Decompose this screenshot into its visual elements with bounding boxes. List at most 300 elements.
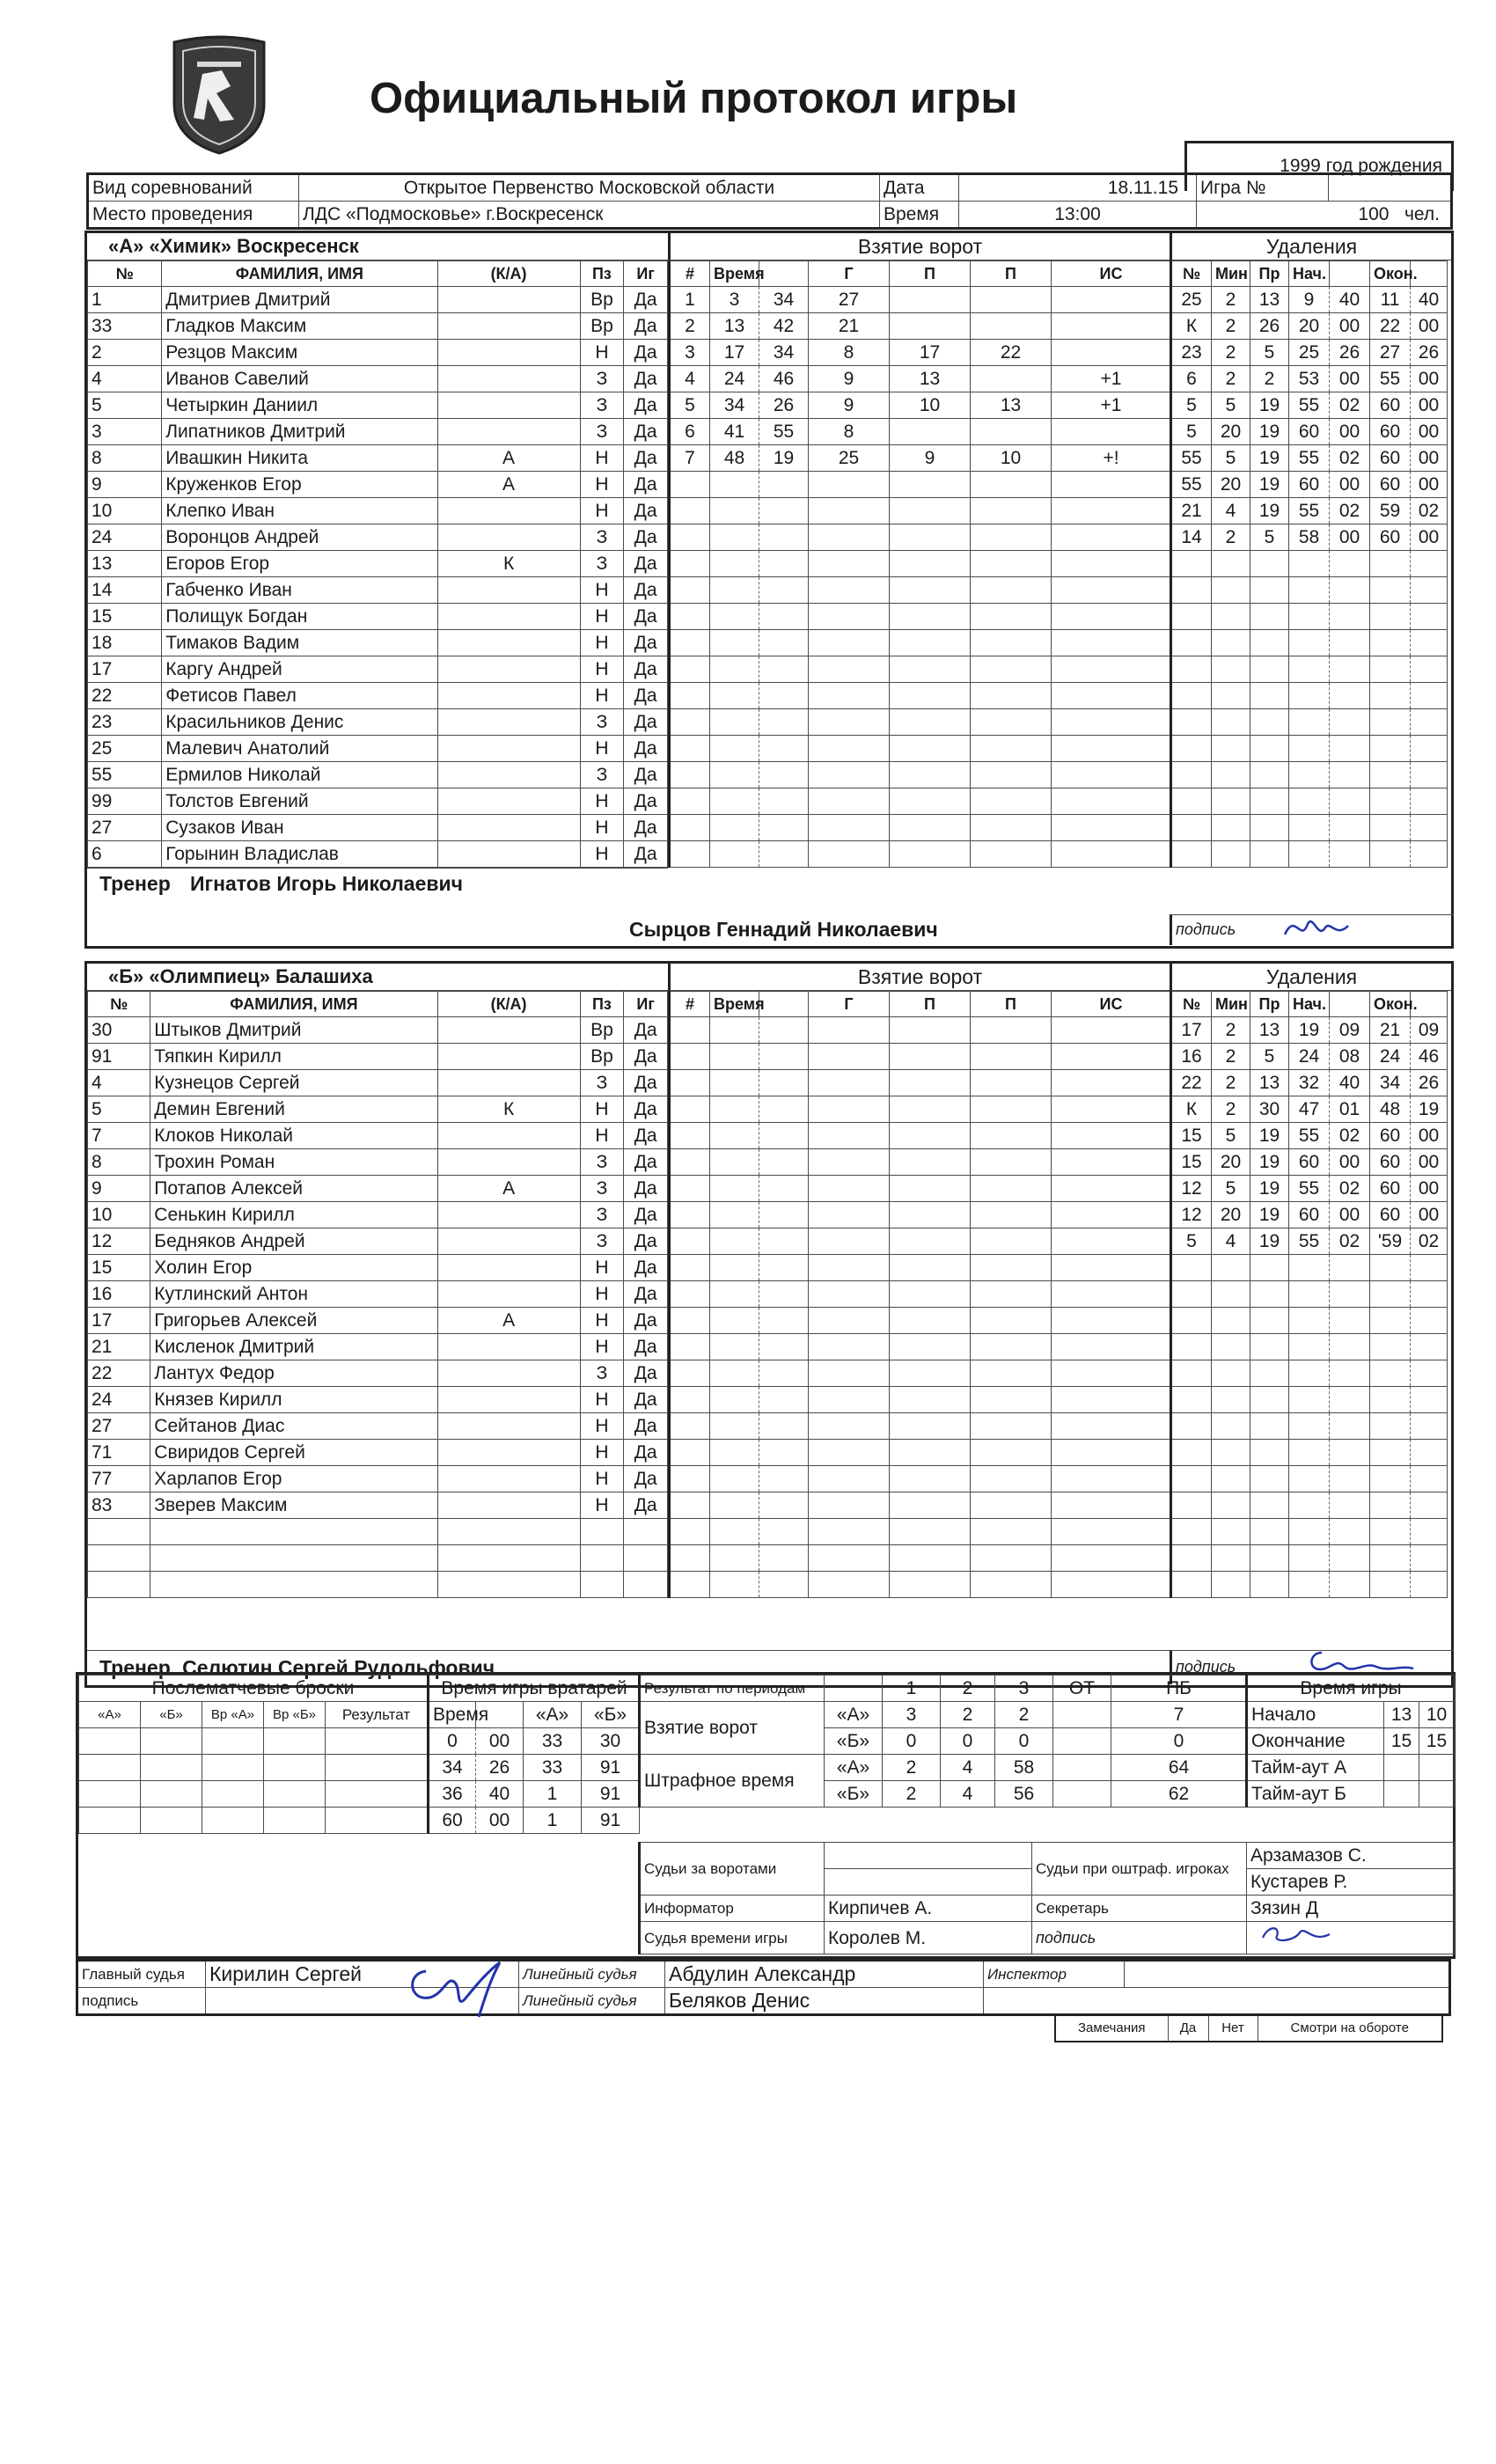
team-b-penalty-cell xyxy=(1289,1413,1330,1440)
team-a-goal-cell xyxy=(759,577,809,604)
team-a-penalty-cell xyxy=(1212,551,1250,577)
team-a-penalty-cell: 60 xyxy=(1370,524,1411,551)
secretary-label: Секретарь xyxy=(1032,1896,1247,1922)
team-b-player-row xyxy=(88,1440,668,1466)
team-b-goal-cell xyxy=(670,1413,710,1440)
team-b-goal-cell xyxy=(809,1044,890,1070)
team-b-penalty-cell xyxy=(1330,1281,1370,1308)
team-a-goal-row xyxy=(670,762,1171,788)
timekeeper-label: Судья времени игры xyxy=(640,1922,825,1954)
team-a-player-captain xyxy=(437,709,580,736)
team-a-penalty-row xyxy=(1171,630,1448,656)
team-b-player-number: 21 xyxy=(88,1334,150,1360)
team-b-penalty-cell xyxy=(1411,1255,1448,1281)
team-b-player-name: Кисленок Дмитрий xyxy=(150,1334,437,1360)
team-a-goal-cell xyxy=(1052,762,1171,788)
team-b-penalty-cell xyxy=(1171,1519,1212,1545)
pen-b-total: 62 xyxy=(1111,1781,1247,1808)
team-a-player-position: Н xyxy=(580,340,624,366)
team-a-penalty-cell: 9 xyxy=(1289,287,1330,313)
team-b-player-row xyxy=(88,1308,668,1334)
team-a-goal-cell xyxy=(670,656,710,683)
team-a-penalty-cell: 00 xyxy=(1411,419,1448,445)
team-b-goal-cell xyxy=(670,1308,710,1334)
team-a-goal-cell xyxy=(971,472,1052,498)
team-b-goal-cell xyxy=(890,1228,971,1255)
goalie-time-cell: 26 xyxy=(476,1755,524,1781)
team-b-goal-cell xyxy=(971,1308,1052,1334)
team-b-goal-cell xyxy=(971,1492,1052,1519)
team-a-penalty-cell: 19 xyxy=(1250,419,1289,445)
team-b-player-row xyxy=(88,1387,668,1413)
team-a-player-number: 14 xyxy=(88,577,162,604)
team-a-player-row xyxy=(88,419,668,445)
team-a-penalty-cell xyxy=(1411,604,1448,630)
team-a-goal-row xyxy=(670,788,1171,815)
team-a-penalty-cell xyxy=(1330,604,1370,630)
team-b-penalty-cell: 00 xyxy=(1330,1149,1370,1176)
team-b-player-position: Н xyxy=(580,1492,624,1519)
time-label: Время xyxy=(880,202,959,229)
team-b-player-number: 8 xyxy=(88,1149,150,1176)
team-b-player-played: Да xyxy=(624,1308,668,1334)
team-a-goals-header-0: # xyxy=(670,261,710,287)
pen-b-p3: 56 xyxy=(995,1781,1053,1808)
pen-a-ot xyxy=(1053,1755,1111,1781)
team-a-player-played: Да xyxy=(624,472,668,498)
team-b-penalty-cell: 5 xyxy=(1212,1123,1250,1149)
team-b-penalty-cell: 55 xyxy=(1289,1176,1330,1202)
team-a-penalty-cell xyxy=(1250,762,1289,788)
team-b-goal-row xyxy=(670,1545,1171,1572)
goals-row-label: Взятие ворот xyxy=(640,1702,825,1755)
venue-label: Место проведения xyxy=(88,202,299,229)
team-b-penalty-cell: 19 xyxy=(1250,1176,1289,1202)
team-b-player-name: Бедняков Андрей xyxy=(150,1228,437,1255)
team-b-goal-cell xyxy=(971,1096,1052,1123)
team-b-player-row xyxy=(88,1360,668,1387)
team-a-goal-cell xyxy=(971,736,1052,762)
team-a-player-number: 99 xyxy=(88,788,162,815)
team-b-goal-row xyxy=(670,1228,1171,1255)
team-b-penalty-cell: 55 xyxy=(1289,1228,1330,1255)
team-a-goal-cell xyxy=(1052,656,1171,683)
year-label: 1999 год рождения xyxy=(1280,156,1442,176)
team-a-goal-cell xyxy=(1052,524,1171,551)
team-b-goal-cell xyxy=(890,1070,971,1096)
team-b-penalty-row xyxy=(1171,1572,1448,1598)
periods-col-1: 2 xyxy=(941,1676,995,1702)
team-a-player-played: Да xyxy=(624,419,668,445)
team-a-goal-row xyxy=(670,392,1171,419)
time-value: 13:00 xyxy=(959,202,1197,229)
team-b-penalty-cell xyxy=(1289,1387,1330,1413)
team-b-goal-cell xyxy=(1052,1149,1171,1176)
team-b-pen-title: Удаления xyxy=(1170,964,1451,991)
team-b-player-position: Н xyxy=(580,1281,624,1308)
team-a-penalty-cell: 60 xyxy=(1370,419,1411,445)
team-b-penalty-cell: 60 xyxy=(1370,1202,1411,1228)
team-a-player-row xyxy=(88,445,668,472)
team-a-penalty-row xyxy=(1171,419,1448,445)
team-b-penalty-row xyxy=(1171,1334,1448,1360)
team-a-penalty-cell xyxy=(1289,683,1330,709)
team-b-player-name: Штыков Дмитрий xyxy=(150,1017,437,1044)
team-b-goal-row xyxy=(670,1096,1171,1123)
team-a-coach-label: Тренер xyxy=(99,872,171,895)
team-a-goal-cell xyxy=(809,788,890,815)
goalie-time-cell: 40 xyxy=(476,1781,524,1808)
team-a-goal-cell: 17 xyxy=(710,340,759,366)
team-a-player-number: 15 xyxy=(88,604,162,630)
team-a-player-position: Вр xyxy=(580,287,624,313)
team-b-player-position: Н xyxy=(580,1387,624,1413)
team-a-penalty-cell xyxy=(1250,551,1289,577)
team-b-player-row xyxy=(88,1123,668,1149)
team-b-player-number: 4 xyxy=(88,1070,150,1096)
team-b-goal-cell xyxy=(1052,1334,1171,1360)
team-b-player-captain xyxy=(437,1070,580,1096)
team-b-goal-row xyxy=(670,1176,1171,1202)
timeout-b-label: Тайм-аут Б xyxy=(1247,1781,1384,1808)
team-b-player-row xyxy=(88,1492,668,1519)
goalie-time-cell: 34 xyxy=(429,1755,476,1781)
team-a-penalty-cell xyxy=(1212,604,1250,630)
team-a-penalty-cell: 19 xyxy=(1250,498,1289,524)
team-b-player-number: 22 xyxy=(88,1360,150,1387)
team-a-penalty-cell: 13 xyxy=(1250,287,1289,313)
team-a-player-played: Да xyxy=(624,788,668,815)
goalie-header-2: «А» xyxy=(524,1702,582,1728)
team-b-penalty-cell: 15 xyxy=(1171,1149,1212,1176)
team-b-pen-header-3: Нач. xyxy=(1289,992,1330,1017)
team-a-penalty-row xyxy=(1171,287,1448,313)
team-b-penalty-cell xyxy=(1330,1308,1370,1334)
team-b-penalty-row xyxy=(1171,1255,1448,1281)
team-b-penalty-cell xyxy=(1370,1572,1411,1598)
team-b-goal-cell xyxy=(809,1123,890,1149)
team-a-pen-header-3: Нач. xyxy=(1289,261,1330,287)
team-b-penalty-cell: 09 xyxy=(1411,1017,1448,1044)
team-a-goal-cell xyxy=(971,683,1052,709)
team-b-goal-cell xyxy=(971,1572,1052,1598)
team-a-roster-table xyxy=(87,260,668,868)
team-b-goal-cell xyxy=(971,1334,1052,1360)
meta-table xyxy=(86,172,1453,230)
team-b-goal-cell xyxy=(1052,1096,1171,1123)
team-b-penalty-cell: 55 xyxy=(1289,1123,1330,1149)
periods-pen-b-label: «Б» xyxy=(825,1781,883,1808)
team-a-player-row xyxy=(88,472,668,498)
team-a-goal-cell xyxy=(1052,472,1171,498)
team-a-goal-cell: 34 xyxy=(710,392,759,419)
team-b-goal-cell xyxy=(1052,1466,1171,1492)
team-b-goals-table xyxy=(668,991,1171,1598)
team-a-penalty-cell xyxy=(1212,736,1250,762)
team-b-goal-cell xyxy=(890,1255,971,1281)
penalty-judge-2: Кустарев Р. xyxy=(1247,1869,1455,1896)
team-a-goal-row xyxy=(670,287,1171,313)
team-a-player-row xyxy=(88,841,668,868)
team-a-penalty-row xyxy=(1171,313,1448,340)
team-b-penalty-row xyxy=(1171,1096,1448,1123)
team-a-player-row xyxy=(88,498,668,524)
team-b-player-played: Да xyxy=(624,1387,668,1413)
team-b-penalty-row xyxy=(1171,1017,1448,1044)
team-b-goal-cell xyxy=(809,1545,890,1572)
team-a-penalty-row xyxy=(1171,498,1448,524)
team-a-penalty-cell xyxy=(1212,762,1250,788)
team-a-player-position: З xyxy=(580,524,624,551)
team-b-goal-cell xyxy=(670,1466,710,1492)
team-a-penalty-cell xyxy=(1370,683,1411,709)
team-b-goal-cell xyxy=(670,1228,710,1255)
linesman-2-label: Линейный судья xyxy=(519,1988,665,2015)
team-a-penalty-row xyxy=(1171,683,1448,709)
officials-table xyxy=(638,1842,1455,1954)
team-a-goal-cell xyxy=(1052,815,1171,841)
team-b-goal-cell xyxy=(809,1413,890,1440)
team-b-penalty-cell: 12 xyxy=(1171,1176,1212,1202)
game-time-title: Время игры xyxy=(1247,1676,1455,1702)
team-b-player-number: 7 xyxy=(88,1123,150,1149)
team-b-goal-cell xyxy=(809,1308,890,1334)
team-b-goal-cell xyxy=(890,1572,971,1598)
team-b-player-position: Н xyxy=(580,1308,624,1334)
team-b-penalty-cell xyxy=(1370,1545,1411,1572)
team-a-penalty-cell xyxy=(1289,577,1330,604)
team-a-pen-table xyxy=(1170,260,1448,868)
team-a-penalty-cell: 00 xyxy=(1411,366,1448,392)
team-b-goal-row xyxy=(670,1123,1171,1149)
team-b-player-name: Лантух Федор xyxy=(150,1360,437,1387)
team-a-goal-cell: +1 xyxy=(1052,392,1171,419)
team-a-penalty-cell: 02 xyxy=(1330,392,1370,419)
team-a-penalty-cell: 60 xyxy=(1370,392,1411,419)
team-b-penalty-cell xyxy=(1330,1466,1370,1492)
team-b-goals xyxy=(668,964,1170,1598)
team-b-goal-cell xyxy=(759,1572,809,1598)
team-b-player-position: З xyxy=(580,1149,624,1176)
team-a-penalty-cell: 2 xyxy=(1212,313,1250,340)
team-a-goals-title: Взятие ворот xyxy=(668,233,1170,260)
team-b-penalty-cell: 5 xyxy=(1212,1176,1250,1202)
team-b-goal-row xyxy=(670,1070,1171,1096)
team-a-goal-cell xyxy=(890,287,971,313)
team-a-goal-cell: 55 xyxy=(759,419,809,445)
start-label: Начало xyxy=(1247,1702,1384,1728)
team-a-penalty-row xyxy=(1171,736,1448,762)
summary-section xyxy=(76,1672,1456,1959)
team-b-player-number: 9 xyxy=(88,1176,150,1202)
team-a-penalty-cell xyxy=(1171,709,1212,736)
team-b-player-number xyxy=(88,1572,150,1598)
team-b-player-position xyxy=(580,1572,624,1598)
team-a-penalty-row xyxy=(1171,604,1448,630)
chief-signature xyxy=(401,1947,542,2022)
team-a-player-name: Клепко Иван xyxy=(162,498,437,524)
team-a-goal-cell xyxy=(670,524,710,551)
team-b-goal-cell xyxy=(759,1545,809,1572)
team-b-goal-row xyxy=(670,1308,1171,1334)
team-a-penalty-cell: 20 xyxy=(1212,472,1250,498)
team-a-goal-cell xyxy=(759,656,809,683)
team-a-penalty-cell: 26 xyxy=(1250,313,1289,340)
team-a-penalty-cell: 40 xyxy=(1411,287,1448,313)
team-b-sign-label: подпись xyxy=(1176,1658,1236,1676)
team-a-penalty-cell xyxy=(1330,815,1370,841)
team-b-penalty-cell: 00 xyxy=(1411,1202,1448,1228)
team-a-goal-cell xyxy=(971,815,1052,841)
team-b-player-row xyxy=(88,1228,668,1255)
team-a-player-played: Да xyxy=(624,445,668,472)
team-a-penalty-cell: 02 xyxy=(1330,445,1370,472)
team-b-penalty-cell xyxy=(1411,1492,1448,1519)
team-b-goal-cell xyxy=(971,1466,1052,1492)
notes-label: Замечания xyxy=(1055,2014,1168,2042)
team-a-goal-row xyxy=(670,656,1171,683)
spectators xyxy=(1197,202,1452,229)
team-a-player-captain xyxy=(437,419,580,445)
team-b-penalty-cell xyxy=(1330,1492,1370,1519)
team-a-goal-cell: 21 xyxy=(809,313,890,340)
team-a-goal-cell xyxy=(710,656,759,683)
goalie-time-row xyxy=(429,1808,640,1834)
team-b-penalty-cell: 30 xyxy=(1250,1096,1289,1123)
team-b-player-played xyxy=(624,1572,668,1598)
team-a-player-name: Дмитриев Дмитрий xyxy=(162,287,437,313)
team-a-penalty-cell xyxy=(1330,762,1370,788)
secretary-signature xyxy=(1250,1922,1338,1947)
team-a-goal-cell xyxy=(1052,604,1171,630)
team-b-player-played: Да xyxy=(624,1070,668,1096)
team-b-player-played: Да xyxy=(624,1176,668,1202)
team-b-player-captain xyxy=(437,1017,580,1044)
goalie-time-cell: 91 xyxy=(582,1755,640,1781)
team-a-penalty-cell: 2 xyxy=(1212,287,1250,313)
team-a-penalty-cell xyxy=(1289,656,1330,683)
team-a-penalty-row xyxy=(1171,709,1448,736)
team-a-goal-cell xyxy=(1052,287,1171,313)
team-b-player-played: Да xyxy=(624,1334,668,1360)
team-a-penalty-cell xyxy=(1212,841,1250,868)
game-number-label: Игра № xyxy=(1197,174,1329,202)
team-b-goal-cell xyxy=(890,1123,971,1149)
team-b-player-captain xyxy=(437,1281,580,1308)
team-a-goal-cell xyxy=(710,524,759,551)
team-a-roster-header-2: (К/А) xyxy=(437,261,580,287)
team-b-goal-cell xyxy=(710,1360,759,1387)
team-a-player-position: З xyxy=(580,551,624,577)
team-a-goal-cell: 25 xyxy=(809,445,890,472)
team-b-penalty-cell xyxy=(1370,1255,1411,1281)
team-b-goal-cell xyxy=(759,1123,809,1149)
team-a-pen-header-2: Пр xyxy=(1250,261,1289,287)
team-b-player-captain xyxy=(437,1360,580,1387)
team-a-goal-cell xyxy=(971,630,1052,656)
team-b-penalty-cell xyxy=(1370,1519,1411,1545)
team-b-goal-cell xyxy=(971,1228,1052,1255)
team-a-penalty-cell xyxy=(1250,630,1289,656)
team-b-goal-cell xyxy=(710,1466,759,1492)
team-a-goal-cell xyxy=(809,815,890,841)
team-a-goal-cell xyxy=(670,683,710,709)
team-a-player-captain: А xyxy=(437,445,580,472)
team-b-player-name xyxy=(150,1545,437,1572)
team-a-goal-cell xyxy=(971,551,1052,577)
team-b-penalty-cell xyxy=(1330,1255,1370,1281)
team-a-goal-cell xyxy=(809,472,890,498)
team-b-penalty-cell xyxy=(1370,1360,1411,1387)
team-b-goal-row xyxy=(670,1466,1171,1492)
notes-table xyxy=(1054,2013,1443,2042)
team-a-title: «А» «Химик» Воскресенск xyxy=(87,233,668,260)
team-b-penalty-cell: 4 xyxy=(1212,1228,1250,1255)
team-b-goal-cell xyxy=(809,1360,890,1387)
team-b-goal-cell xyxy=(971,1545,1052,1572)
team-a-penalty-cell xyxy=(1330,656,1370,683)
team-a-goal-cell: 2 xyxy=(670,313,710,340)
team-a-player-played: Да xyxy=(624,577,668,604)
team-a-goal-cell xyxy=(710,815,759,841)
team-a-player-captain xyxy=(437,577,580,604)
team-a-goal-cell xyxy=(890,551,971,577)
team-b-goal-cell xyxy=(710,1281,759,1308)
team-a-penalty-cell xyxy=(1411,841,1448,868)
team-a-player-name: Круженков Егор xyxy=(162,472,437,498)
team-b-player-row xyxy=(88,1096,668,1123)
team-a-goal-row xyxy=(670,419,1171,445)
team-a-goals-header-6: ИС xyxy=(1052,261,1171,287)
team-a-goals-table xyxy=(668,260,1171,868)
team-a-penalty-cell xyxy=(1411,683,1448,709)
team-a-penalty-cell xyxy=(1370,815,1411,841)
team-a-player-played: Да xyxy=(624,498,668,524)
informer-value: Кирпичев А. xyxy=(825,1896,1032,1922)
team-a-player-row xyxy=(88,762,668,788)
team-b-goal-cell xyxy=(809,1149,890,1176)
team-b-goal-cell xyxy=(1052,1387,1171,1413)
team-b-penalty-cell: 32 xyxy=(1289,1070,1330,1096)
team-b-goal-row xyxy=(670,1572,1171,1598)
team-a-coaches xyxy=(87,868,668,898)
team-b-penalty-cell: 47 xyxy=(1289,1096,1330,1123)
team-a-goal-cell xyxy=(890,313,971,340)
team-b-goal-row xyxy=(670,1440,1171,1466)
team-a-goal-cell xyxy=(1052,419,1171,445)
team-b-penalty-cell: 60 xyxy=(1370,1149,1411,1176)
team-b-player-name: Сейтанов Диас xyxy=(150,1413,437,1440)
team-a-penalty-cell: 00 xyxy=(1330,366,1370,392)
team-a-goal-cell xyxy=(971,841,1052,868)
team-b-player-name: Тяпкин Кирилл xyxy=(150,1044,437,1070)
team-a-goal-cell: 5 xyxy=(670,392,710,419)
team-b-goal-cell xyxy=(759,1387,809,1413)
team-a-penalty-cell xyxy=(1370,577,1411,604)
periods-title: Результат по периодам xyxy=(640,1676,825,1702)
team-a-goal-cell: 34 xyxy=(759,287,809,313)
team-b-penalty-cell xyxy=(1250,1281,1289,1308)
team-a-player-position: Н xyxy=(580,445,624,472)
team-b-player-captain: К xyxy=(437,1096,580,1123)
team-b-penalty-row xyxy=(1171,1360,1448,1387)
team-a-player-captain xyxy=(437,392,580,419)
team-b-penalty-cell xyxy=(1171,1387,1212,1413)
team-b-player-position xyxy=(580,1519,624,1545)
team-a-player-played: Да xyxy=(624,524,668,551)
team-b-penalty-cell: 02 xyxy=(1330,1228,1370,1255)
team-b-player-captain: А xyxy=(437,1176,580,1202)
